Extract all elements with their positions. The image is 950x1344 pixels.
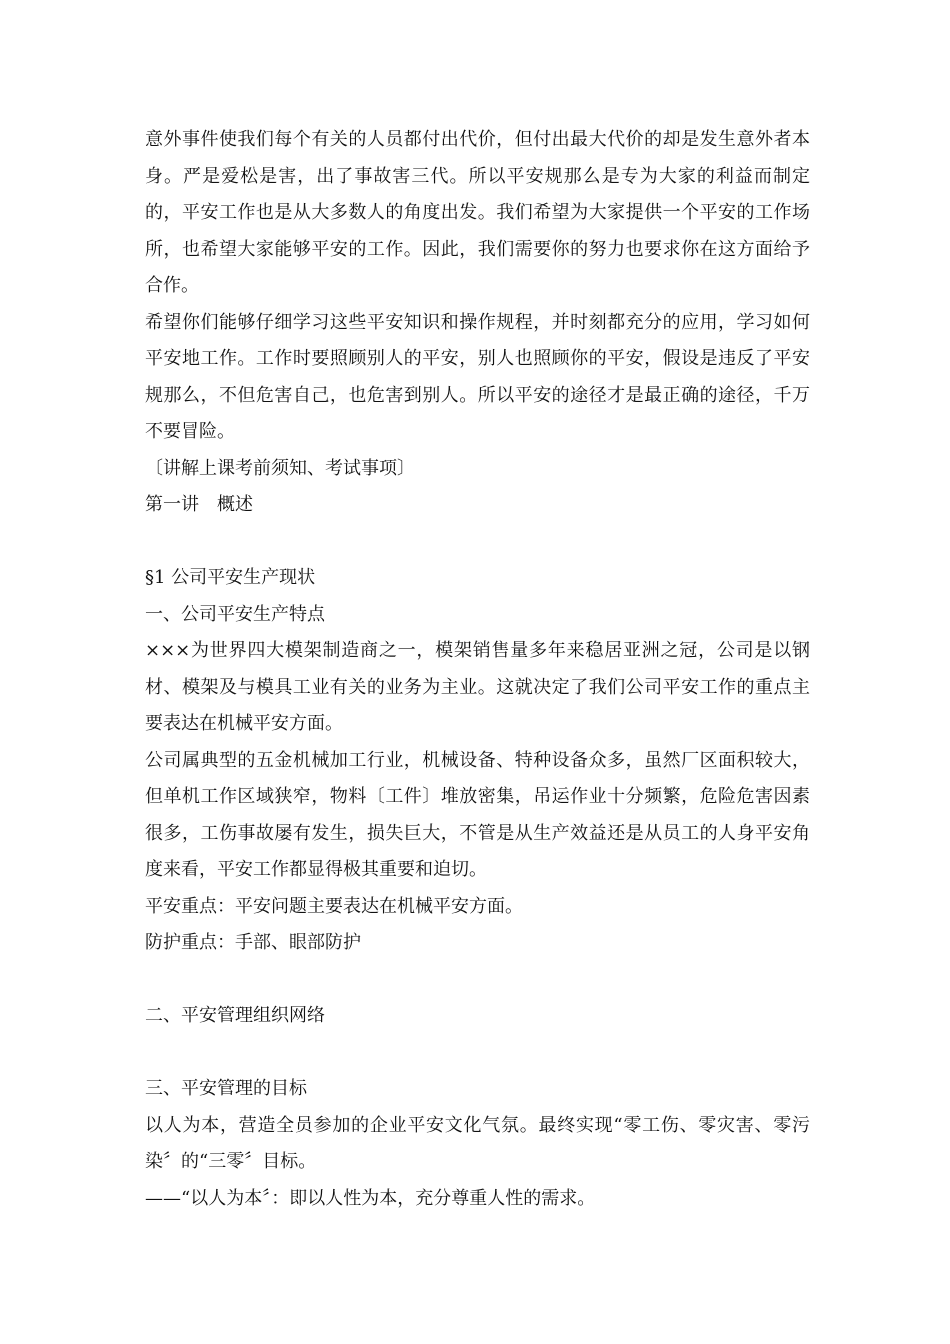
blank-line: [145, 962, 810, 999]
paragraph-protection-focus: 防护重点：手部、眼部防护: [145, 932, 361, 953]
paragraph-study-safety-rules: 希望你们能够仔细学习这些平安知识和操作规程，并时刻都充分的应用，学习如何平安地工作。工作时要照顾别人的平安，别人也照顾你的平安，假设是违反了平安规那么，不但危害自己，也危害到别人。所以平安的途径才是最正确的途径，千万不要冒险。: [145, 311, 810, 442]
subsection-title-management-goals: 三、平安管理的目标: [145, 1078, 307, 1099]
paragraph-industry-hazards: 公司属典型的五金机械加工行业，机械设备、特种设备众多，虽然厂区面积较大，但单机工作区域狭窄，物料〔工件〕堆放密集，吊运作业十分频繁，危险危害因素很多，工伤事故屡有发生，损失巨大，不管是从生产效益还是从员工的人身平安角度来看，平安工作都显得极其重要和迫切。: [145, 749, 810, 880]
section-title-company-safety-status: §1 公司平安生产现状: [145, 567, 316, 588]
paragraph-intro-accident-cost: 意外事件使我们每个有关的人员都付出代价，但付出最大代价的却是发生意外者本身。严是爱松是害，出了事故害三代。所以平安规那么是专为大家的利益而制定的，平安工作也是从大多数人的角度出发。我们希望为大家提供一个平安的工作场所，也希望大家能够平安的工作。因此，我们需要你的努力也要求你在这方面给予合作。: [145, 129, 810, 296]
paragraph-three-zero-goal: 以人为本，营造全员参加的企业平安文化气氛。最终实现“零工伤、零灾害、零污染〞的“三零〞目标。: [145, 1114, 810, 1172]
subsection-title-organization-network: 二、平安管理组织网络: [145, 1005, 325, 1026]
paragraph-safety-focus: 平安重点：平安问题主要表达在机械平安方面。: [145, 895, 523, 917]
paragraph-people-oriented: ——“以人为本〞：即以人性为本，充分尊重人性的需求。: [145, 1187, 596, 1209]
chapter-title-lecture-one: 第一讲 概述: [145, 494, 253, 515]
blank-line: [145, 1035, 810, 1072]
paragraph-company-business: ×××为世界四大模架制造商之一，模架销售量多年来稳居亚洲之冠，公司是以钢材、模架及与模具工业有关的业务为主业。这就决定了我们公司平安工作的重点主要表达在机械平安方面。: [145, 640, 810, 734]
paragraph-lecture-notes: 〔讲解上课考前须知、考试事项〕: [145, 457, 415, 479]
subsection-title-safety-characteristics: 一、公司平安生产特点: [145, 603, 325, 625]
blank-line: [145, 524, 810, 561]
document-body: [145, 122, 810, 1217]
